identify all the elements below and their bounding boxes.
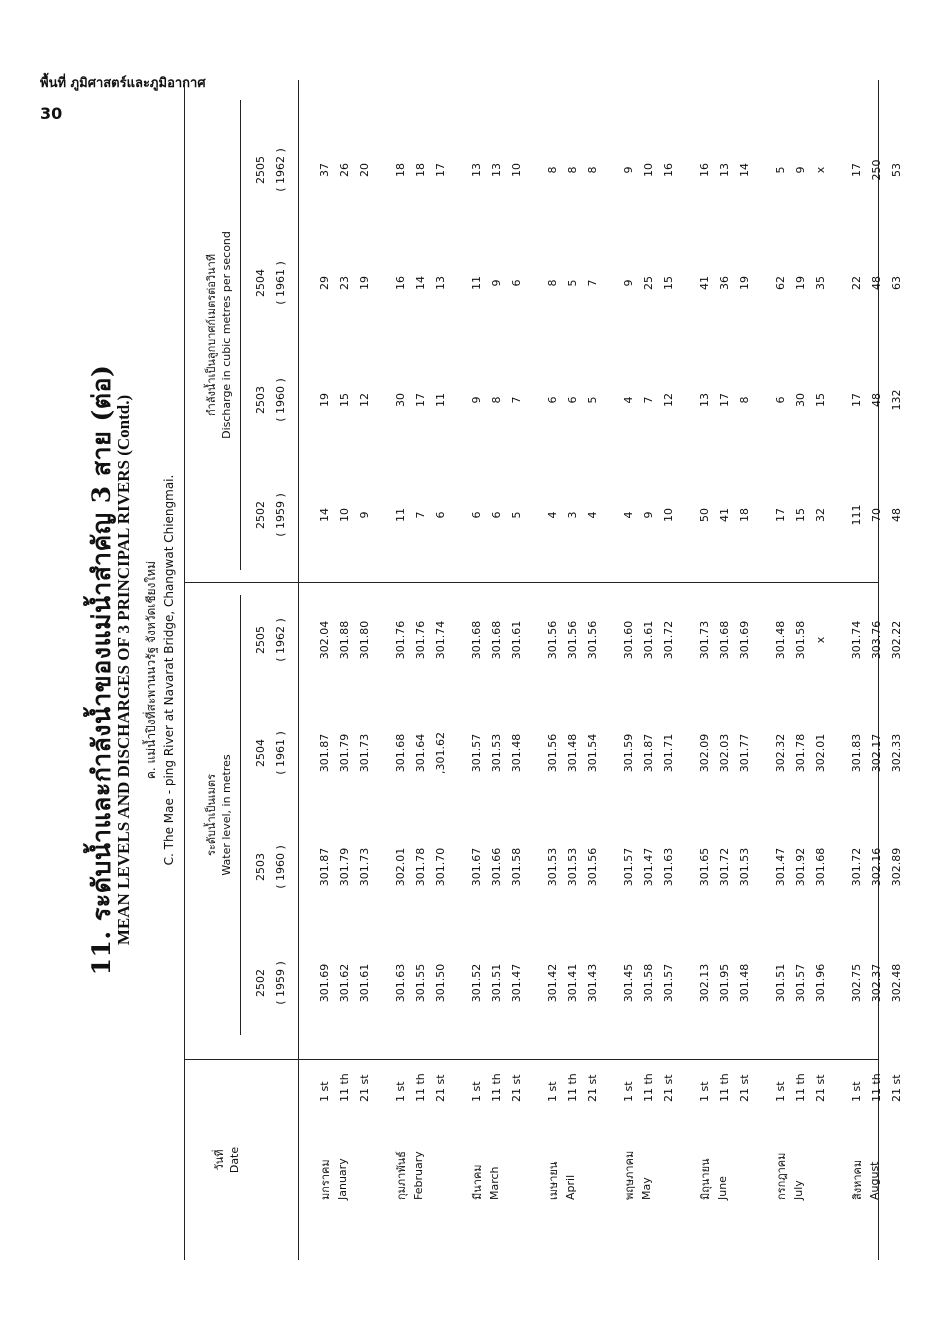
discharge-cell: 15 [662, 276, 675, 290]
discharge-cell: 22 [850, 276, 863, 290]
level-cell: 301.45 [622, 963, 635, 1003]
day-label: 21 st [814, 1074, 827, 1102]
discharge-cell: 10 [662, 508, 675, 522]
level-cell: 302.48 [890, 963, 903, 1003]
discharge-group-rule [240, 100, 241, 570]
discharge-cell: 53 [890, 163, 903, 177]
discharge-cell: 30 [394, 393, 407, 407]
discharge-cell: 4 [622, 396, 635, 404]
discharge-cell: 17 [434, 163, 447, 177]
level-cell: x [814, 636, 827, 644]
level-cell: 301.57 [470, 733, 483, 773]
level-cell: 301.80 [358, 620, 371, 660]
discharge-cell: 19 [794, 276, 807, 290]
day-label: 11 th [642, 1073, 655, 1102]
level-cell: 301.92 [794, 847, 807, 887]
level-cell: 301.48 [566, 733, 579, 773]
level-year-ce: ( 1961 ) [274, 731, 287, 775]
level-cell: 301.62 [338, 963, 351, 1003]
discharge-cell: 9 [794, 166, 807, 174]
discharge-year-ce: ( 1960 ) [274, 378, 287, 422]
level-cell: 302.03 [718, 733, 731, 773]
level-cell: 301.51 [774, 963, 787, 1003]
level-cell: 301.72 [718, 847, 731, 887]
level-cell: 301.67 [470, 847, 483, 887]
header-bottom-rule [298, 80, 299, 1260]
level-cell: 302.32 [774, 733, 787, 773]
discharge-cell: 6 [774, 396, 787, 404]
level-cell: 301.57 [622, 847, 635, 887]
level-cell: 302.22 [890, 620, 903, 660]
table-title-thai: 11. ระดับน้ำและกำลังน้ำของแม่น้ำสำคัญ 3 สาย (ต่อ) [87, 364, 116, 976]
level-cell: 302.09 [698, 733, 711, 773]
discharge-cell: 9 [490, 279, 503, 287]
level-cell: 301.48 [774, 620, 787, 660]
discharge-year-be: 2505 [254, 156, 267, 184]
level-cell: 301.87 [642, 733, 655, 773]
month-name-en: February [412, 1151, 425, 1200]
level-cell: 301.87 [318, 847, 331, 887]
discharge-cell: 15 [338, 393, 351, 407]
level-cell: 301.64 [414, 733, 427, 773]
level-cell: 301.83 [850, 733, 863, 773]
level-cell: 301.59 [622, 733, 635, 773]
discharge-cell: 4 [586, 511, 599, 519]
level-cell: 301.58 [794, 620, 807, 660]
discharge-cell: 17 [850, 393, 863, 407]
discharge-cell: 16 [394, 276, 407, 290]
running-head: พื้นที่ ภูมิศาสตร์และภูมิอากาศ [40, 76, 206, 91]
level-cell: 303.76 [870, 620, 883, 660]
water-level-header-en: Water level, in metres [220, 754, 233, 876]
level-cell: 301.53 [490, 733, 503, 773]
level-cell: 301.74 [850, 620, 863, 660]
level-cell: 302.13 [698, 963, 711, 1003]
level-cell: 301.69 [738, 620, 751, 660]
discharge-cell: 19 [318, 393, 331, 407]
discharge-cell: 13 [698, 393, 711, 407]
level-cell: 301.56 [546, 733, 559, 773]
discharge-header-en: Discharge in cubic metres per second [220, 231, 233, 439]
level-cell: 301.95 [718, 963, 731, 1003]
discharge-cell: 17 [718, 393, 731, 407]
level-cell: 301.63 [394, 963, 407, 1003]
discharge-cell: 29 [318, 276, 331, 290]
level-cell: 301.54 [586, 733, 599, 773]
discharge-cell: 9 [470, 396, 483, 404]
discharge-cell: 8 [546, 166, 559, 174]
level-cell: 301.69 [318, 963, 331, 1003]
level-cell: 301.41 [566, 963, 579, 1003]
discharge-cell: 17 [850, 163, 863, 177]
discharge-cell: 3 [566, 511, 579, 519]
discharge-cell: 111 [850, 504, 863, 526]
level-cell: 301.73 [698, 620, 711, 660]
day-label: 11 th [870, 1073, 883, 1102]
month-name-thai: มีนาคม [471, 1164, 484, 1200]
discharge-cell: 23 [338, 276, 351, 290]
level-year-be: 2504 [254, 739, 267, 767]
month-name-en: March [488, 1166, 501, 1200]
discharge-cell: 13 [718, 163, 731, 177]
level-cell: 302.89 [890, 847, 903, 887]
day-label: 11 th [338, 1073, 351, 1102]
discharge-cell: 16 [698, 163, 711, 177]
level-cell: 301.65 [698, 847, 711, 887]
discharge-cell: 9 [622, 279, 635, 287]
discharge-cell: 9 [642, 511, 655, 519]
level-cell: 301.47 [510, 963, 523, 1003]
water-level-header-thai: ระดับน้ำเป็นเมตร [205, 774, 218, 856]
day-label: 1 st [774, 1081, 787, 1102]
date-header-thai: วันที่ [213, 1149, 226, 1171]
day-label: 1 st [698, 1081, 711, 1102]
day-label: 21 st [510, 1074, 523, 1102]
discharge-cell: 5 [774, 166, 787, 174]
discharge-cell: 36 [718, 276, 731, 290]
discharge-cell: 6 [434, 511, 447, 519]
discharge-cell: 18 [738, 508, 751, 522]
discharge-cell: 19 [738, 276, 751, 290]
level-year-be: 2505 [254, 626, 267, 654]
discharge-cell: 4 [622, 511, 635, 519]
subtitle-english: C. The Mae - ping River at Navarat Bridge, Changwat Chiengmai. [162, 474, 176, 866]
discharge-cell: 18 [394, 163, 407, 177]
level-cell: 301.55 [414, 963, 427, 1003]
level-cell: 301.79 [338, 733, 351, 773]
month-name-en: May [640, 1177, 653, 1200]
discharge-cell: 48 [870, 393, 883, 407]
discharge-cell: 5 [566, 279, 579, 287]
discharge-cell: 41 [698, 276, 711, 290]
day-label: 1 st [546, 1081, 559, 1102]
discharge-cell: 132 [890, 389, 903, 411]
level-cell: 301.57 [662, 963, 675, 1003]
discharge-cell: 8 [566, 166, 579, 174]
month-name-en: August [868, 1161, 881, 1200]
discharge-cell: 37 [318, 163, 331, 177]
discharge-cell: 10 [642, 163, 655, 177]
discharge-cell: x [814, 166, 827, 174]
subtitle-thai: ค. แม่น้ำปิงที่สะพานนวรัฐ จังหวัดเชียงใหม่ [144, 560, 158, 780]
month-name-thai: เมษายน [547, 1161, 560, 1200]
day-label: 11 th [414, 1073, 427, 1102]
level-cell: 301.53 [738, 847, 751, 887]
day-label: 1 st [622, 1081, 635, 1102]
month-name-en: July [792, 1180, 805, 1200]
discharge-cell: 20 [358, 163, 371, 177]
discharge-cell: 6 [510, 279, 523, 287]
level-cell: 301.53 [566, 847, 579, 887]
level-cell: 301.68 [814, 847, 827, 887]
discharge-cell: 41 [718, 508, 731, 522]
month-name-thai: กุมภาพันธ์ [395, 1151, 408, 1200]
discharge-cell: 50 [698, 508, 711, 522]
level-cell: 301.51 [490, 963, 503, 1003]
discharge-year-be: 2502 [254, 501, 267, 529]
level-year-ce: ( 1960 ) [274, 845, 287, 889]
level-cell: 302.16 [870, 847, 883, 887]
level-cell: 301.70 [434, 847, 447, 887]
level-cell: 302.01 [814, 733, 827, 773]
discharge-cell: 10 [338, 508, 351, 522]
month-name-thai: มิถุนายน [699, 1158, 712, 1200]
discharge-year-ce: ( 1962 ) [274, 148, 287, 192]
day-label: 1 st [850, 1081, 863, 1102]
discharge-cell: 17 [414, 393, 427, 407]
discharge-cell: 12 [662, 393, 675, 407]
discharge-cell: 11 [394, 508, 407, 522]
discharge-cell: 25 [642, 276, 655, 290]
level-cell: 301.79 [338, 847, 351, 887]
month-name-thai: กรกฎาคม [775, 1152, 788, 1200]
level-year-ce: ( 1959 ) [274, 961, 287, 1005]
level-cell: 301.58 [510, 847, 523, 887]
day-label: 21 st [662, 1074, 675, 1102]
level-cell: 301.68 [394, 733, 407, 773]
level-cell: 301.74 [434, 620, 447, 660]
discharge-cell: 16 [662, 163, 675, 177]
level-cell: 302.75 [850, 963, 863, 1003]
discharge-cell: 19 [358, 276, 371, 290]
level-cell: 301.52 [470, 963, 483, 1003]
level-cell: 301.50 [434, 963, 447, 1003]
level-cell: 301.73 [358, 733, 371, 773]
day-label: 21 st [358, 1074, 371, 1102]
level-cell: ,301.62 [434, 732, 447, 774]
discharge-cell: 35 [814, 276, 827, 290]
level-cell: 301.53 [546, 847, 559, 887]
day-label: 21 st [890, 1074, 903, 1102]
day-label: 11 th [566, 1073, 579, 1102]
table-number: 11. [87, 930, 116, 976]
level-cell: 301.76 [414, 620, 427, 660]
discharge-cell: 8 [546, 279, 559, 287]
date-header-en: Date [228, 1146, 241, 1174]
table-title-english: MEAN LEVELS AND DISCHARGES OF 3 PRINCIPAL RIVERS (Contd.) [114, 394, 133, 946]
day-label: 1 st [318, 1081, 331, 1102]
discharge-cell: 70 [870, 508, 883, 522]
month-name-thai: สิงหาคม [851, 1159, 864, 1200]
group-divider [184, 582, 878, 583]
day-label: 21 st [586, 1074, 599, 1102]
month-name-en: April [564, 1174, 577, 1200]
discharge-cell: 8 [490, 396, 503, 404]
discharge-cell: 5 [510, 511, 523, 519]
day-label: 11 th [718, 1073, 731, 1102]
level-cell: 301.43 [586, 963, 599, 1003]
discharge-cell: 17 [774, 508, 787, 522]
level-group-rule [240, 595, 241, 1035]
date-divider [184, 1059, 878, 1060]
day-label: 21 st [434, 1074, 447, 1102]
level-cell: 301.57 [794, 963, 807, 1003]
day-label: 11 th [794, 1073, 807, 1102]
discharge-cell: 13 [434, 276, 447, 290]
rotated-table-page [60, 80, 903, 1260]
discharge-year-be: 2503 [254, 386, 267, 414]
day-label: 21 st [738, 1074, 751, 1102]
discharge-cell: 5 [586, 396, 599, 404]
level-cell: 301.56 [586, 847, 599, 887]
level-cell: 301.48 [510, 733, 523, 773]
discharge-year-ce: ( 1961 ) [274, 261, 287, 305]
discharge-cell: 15 [794, 508, 807, 522]
discharge-cell: 7 [642, 396, 655, 404]
discharge-year-ce: ( 1959 ) [274, 493, 287, 537]
level-cell: 302.37 [870, 963, 883, 1003]
level-cell: 301.77 [738, 733, 751, 773]
level-cell: 301.47 [642, 847, 655, 887]
discharge-cell: 6 [470, 511, 483, 519]
month-name-en: June [716, 1176, 729, 1200]
level-cell: 302.04 [318, 620, 331, 660]
page-number: 30 [40, 104, 63, 123]
day-label: 1 st [470, 1081, 483, 1102]
discharge-cell: 13 [490, 163, 503, 177]
month-name-thai: พฤษภาคม [623, 1150, 636, 1200]
discharge-cell: 6 [566, 396, 579, 404]
level-cell: 301.68 [718, 620, 731, 660]
discharge-cell: 10 [510, 163, 523, 177]
level-cell: 301.72 [850, 847, 863, 887]
discharge-cell: 14 [414, 276, 427, 290]
discharge-cell: 48 [890, 508, 903, 522]
level-cell: 301.63 [662, 847, 675, 887]
level-cell: 301.76 [394, 620, 407, 660]
level-cell: 301.73 [358, 847, 371, 887]
level-cell: 301.61 [510, 620, 523, 660]
level-cell: 301.56 [566, 620, 579, 660]
discharge-cell: 8 [586, 166, 599, 174]
discharge-cell: 4 [546, 511, 559, 519]
level-cell: 301.61 [358, 963, 371, 1003]
level-year-be: 2503 [254, 853, 267, 881]
level-cell: 301.42 [546, 963, 559, 1003]
discharge-cell: 14 [738, 163, 751, 177]
discharge-cell: 11 [470, 276, 483, 290]
discharge-header-thai: กำลังน้ำเป็นลูกบาศก์เมตรต่อวินาที [205, 253, 218, 417]
level-cell: 301.68 [470, 620, 483, 660]
level-cell: 301.72 [662, 620, 675, 660]
discharge-cell: 9 [622, 166, 635, 174]
discharge-cell: 250 [870, 159, 883, 181]
level-cell: 301.66 [490, 847, 503, 887]
discharge-year-be: 2504 [254, 269, 267, 297]
level-cell: 301.56 [586, 620, 599, 660]
discharge-cell: 7 [414, 511, 427, 519]
level-cell: 301.96 [814, 963, 827, 1003]
level-cell: 301.60 [622, 620, 635, 660]
discharge-cell: 30 [794, 393, 807, 407]
level-cell: 301.47 [774, 847, 787, 887]
month-name-thai: มกราคม [319, 1159, 332, 1200]
table-top-rule [184, 80, 185, 1260]
level-cell: 301.61 [642, 620, 655, 660]
level-cell: 301.48 [738, 963, 751, 1003]
discharge-cell: 11 [434, 393, 447, 407]
discharge-cell: 14 [318, 508, 331, 522]
level-cell: 301.68 [490, 620, 503, 660]
level-cell: 302.17 [870, 733, 883, 773]
discharge-cell: 32 [814, 508, 827, 522]
discharge-cell: 62 [774, 276, 787, 290]
discharge-cell: 6 [546, 396, 559, 404]
level-cell: 301.58 [642, 963, 655, 1003]
month-name-en: January [336, 1158, 349, 1200]
discharge-cell: 13 [470, 163, 483, 177]
discharge-cell: 12 [358, 393, 371, 407]
level-cell: 301.88 [338, 620, 351, 660]
level-cell: 301.71 [662, 733, 675, 773]
discharge-cell: 7 [510, 396, 523, 404]
discharge-cell: 6 [490, 511, 503, 519]
discharge-cell: 26 [338, 163, 351, 177]
day-label: 11 th [490, 1073, 503, 1102]
discharge-cell: 7 [586, 279, 599, 287]
level-cell: 301.87 [318, 733, 331, 773]
level-cell: 301.56 [546, 620, 559, 660]
discharge-cell: 48 [870, 276, 883, 290]
level-cell: 302.01 [394, 847, 407, 887]
day-label: 1 st [394, 1081, 407, 1102]
level-cell: 301.78 [414, 847, 427, 887]
discharge-cell: 15 [814, 393, 827, 407]
level-cell: 301.78 [794, 733, 807, 773]
discharge-cell: 18 [414, 163, 427, 177]
level-cell: 302.33 [890, 733, 903, 773]
level-year-be: 2502 [254, 969, 267, 997]
discharge-cell: 9 [358, 511, 371, 519]
discharge-cell: 8 [738, 396, 751, 404]
level-year-ce: ( 1962 ) [274, 618, 287, 662]
discharge-cell: 63 [890, 276, 903, 290]
